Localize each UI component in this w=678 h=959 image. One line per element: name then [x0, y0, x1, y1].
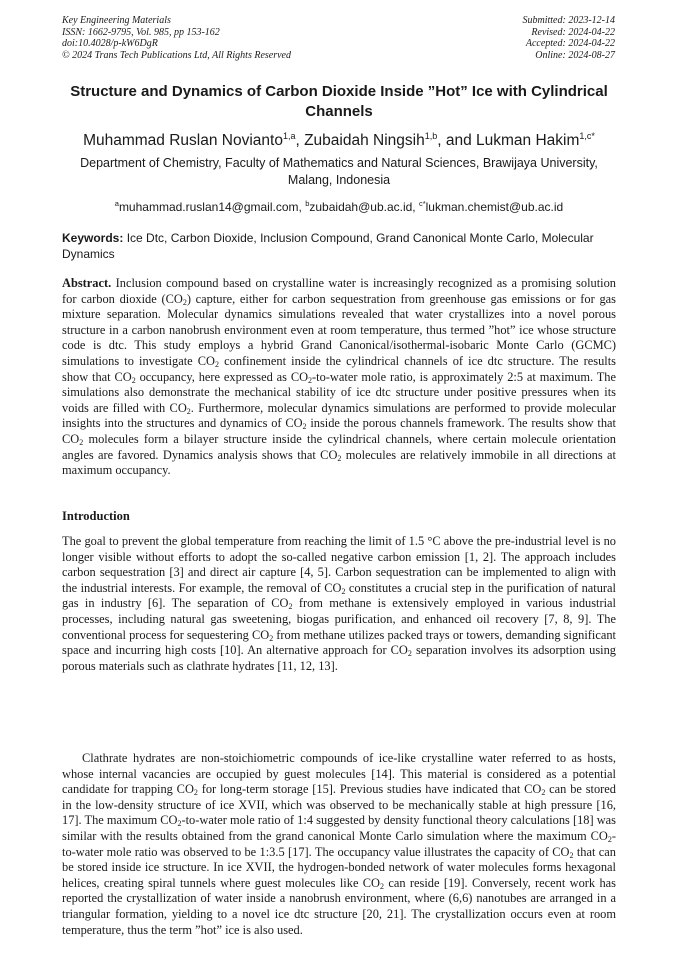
paper-title: Structure and Dynamics of Carbon Dioxide Inside ”Hot” Ice with Cylindrical Channels: [70, 83, 608, 120]
abstract-text: occupancy, here expressed as CO: [135, 369, 309, 384]
subscript: 2: [607, 834, 612, 844]
paragraph-text: separation involves its adsorption using porous materials such as clathrate hydrates [11, 12, 13].: [62, 643, 616, 673]
subscript: 2: [341, 586, 346, 596]
abstract-text: molecules are relatively immobile in all directions at maximum occupancy.: [62, 447, 616, 478]
author-2: Zubaidah Ningsih: [304, 132, 425, 150]
accepted-date: Accepted: 2024-04-22: [525, 38, 615, 49]
submitted-date: Submitted: 2023-12-14: [522, 15, 615, 26]
paragraph-text: can be stored in the low-density structure of ice XVII, which was observed to be mechanically stable at high pressure [16, 17]. The maximum CO: [62, 782, 617, 828]
subscript: 2: [186, 406, 191, 416]
intro-paragraph-2: [62, 751, 616, 938]
subscript: 2: [288, 602, 293, 612]
subscript: 2: [215, 359, 220, 369]
email-2-marker: b: [305, 199, 310, 208]
email-3-marker: c*: [418, 199, 426, 208]
abstract-label: Abstract.: [62, 276, 112, 290]
subscript: 2: [302, 422, 307, 432]
subscript: 2: [407, 649, 412, 659]
issn: ISSN: 1662-9795, Vol. 985, pp 153-162: [62, 26, 220, 38]
email-3[interactable]: lukman.chemist@ub.ac.id: [425, 200, 564, 214]
affiliation: Department of Chemistry, Faculty of Mathematics and Natural Sciences, Brawijaya University, Malang, Indonesia: [80, 156, 598, 187]
paragraph-text: -to-water mole ratio was observed to be 1:3.5 [17]. The occupancy value illustrates the capacity of CO: [62, 828, 616, 859]
subscript: 2: [177, 819, 182, 829]
online-date: Online: 2024-08-27: [535, 49, 615, 61]
author-3-affil: 1,c*: [579, 131, 595, 141]
section-heading: Introduction: [62, 509, 130, 523]
subscript: 2: [131, 375, 136, 385]
subscript: 2: [380, 881, 385, 891]
subscript: 2: [182, 297, 187, 307]
abstract-text: Inclusion compound based on crystalline water is increasingly recognized as a promising solution for carbon dioxide (CO: [62, 276, 616, 306]
abstract-text: inside the porous channels framework. The results show that CO: [62, 416, 616, 446]
copyright: © 2024 Trans Tech Publications Ltd, All Rights Reserved: [62, 49, 291, 61]
paragraph-text: from methane utilizes packed trays or towers, demanding significant space and incurring high costs [10]. An alternative approach for CO: [62, 627, 616, 658]
author-1: Muhammad Ruslan Novianto: [83, 132, 283, 150]
keywords: [62, 230, 616, 262]
email-list: $^a$muhammad.ruslan14@gmail.com, $^b$zubaidah@ub.ac.id, $^{c*}$lukman.chemist@ub.ac.id: [114, 199, 564, 214]
subscript: 2: [337, 453, 342, 463]
keywords-label: Keywords:: [62, 231, 124, 245]
subscript: 2: [79, 437, 84, 447]
subscript: 2: [193, 788, 198, 798]
paragraph-text: can reside [19]. Conversely, recent work has reported the crystallization of water inside a nanobrush environment, where (6,6) nanotubes are arranged in a triangular formation, yielding to a novel ice dtc structure [20, 21]. The crystallization occurs even at room temperature, thus the term ”hot” ice is also used.: [62, 875, 616, 937]
author-list: Muhammad Ruslan Novianto$^{1,a}$, Zubaidah Ningsih$^{1,b}$, and Lukman Hakim$^{1,c*}$: [83, 131, 595, 150]
paragraph-text: from methane is extensively employed in various industrial processes, including natural gas sweetening, biogas purification, and enhanced oil recovery [7, 8, 9]. The conventional process for sequestering CO: [62, 596, 616, 642]
subscript: 2: [269, 633, 274, 643]
dates-info: [523, 15, 616, 61]
email-2[interactable]: zubaidah@ub.ac.id: [309, 200, 413, 214]
author-separator: , and: [437, 132, 477, 150]
paragraph-text: that can be stored inside ice structure. In ice XVII, the hydrogen-bonded network of water molecules forms hexagonal helices, creating spiral tunnels where guest molecules like CO: [62, 844, 616, 890]
author-2-affil: 1,b: [424, 131, 438, 141]
paragraph-text: for long-term storage [15]. Previous studies have indicated that CO: [197, 782, 542, 797]
abstract-text: confinement inside the cylindrical channels of ice dtc structure. The results show that CO: [62, 353, 616, 384]
journal-name: Key Engineering Materials: [62, 15, 171, 26]
abstract: [62, 276, 616, 479]
abstract-text: -to-water mole ratio, is approximately 2:5 at maximum. The simulations also demonstrate the mechanical stability of ice dtc structure under positive pressures when its voids are filled with CO: [62, 369, 616, 415]
abstract-text: molecules form a bilayer structure inside the cylindrical channels, where certain molecule orientation angles are favored. Dynamics analysis shows that CO: [62, 431, 616, 462]
intro-paragraph-1: [62, 534, 616, 674]
keywords-text: Ice Dtc, Carbon Dioxide, Inclusion Compound, Grand Canonical Monte Carlo, Molecular Dynamics: [62, 231, 594, 261]
doi: doi:10.4028/p-kW6DgR: [62, 38, 158, 49]
paragraph-text: Clathrate hydrates are non-stoichiometric compounds of ice-like crystalline water referred to as hosts, whose internal vacancies are occupied by guest molecules [14]. This material is considered as a potential candidate for trapping CO: [62, 751, 616, 797]
email-1-marker: a: [114, 199, 119, 208]
subscript: 2: [541, 788, 546, 798]
abstract-text: ) capture, either for carbon sequestration from greenhouse gas emissions or for gas mixture separation. Molecular dynamics simulations revealed that water crystallizes into a novel porous structure in a carbon nanobrush environment even at room temperature, thus termed ”hot” ice whose structure code is dtc. This study employs a hybrid Grand Canonical/isothermal-isobaric Monte Carlo (GCMC) simulations to investigate CO: [62, 291, 616, 368]
paragraph-text: The goal to prevent the global temperature from reaching the limit of 1.5 °C above the pre-industrial level is no longer visible without efforts to adopt the so-called negative carbon emission [1, 2]. The approach includes carbon sequestration [3] and direct air capture [4, 5]. Carbon sequestration can be implemented to align with the industrial interests. For example, the removal of CO: [62, 534, 616, 595]
paragraph-text: -to-water mole ratio of 1:4 suggested by density functional theory calculations [18] was similar with the results obtained from the grand canonical Monte Carlo simulation where the maximum CO: [62, 813, 617, 843]
revised-date: Revised: 2024-04-22: [531, 26, 615, 38]
email-1[interactable]: muhammad.ruslan14@gmail.com: [118, 200, 299, 214]
subscript: 2: [308, 375, 313, 385]
subscript: 2: [569, 850, 574, 860]
author-3: Lukman Hakim: [476, 132, 580, 150]
author-1-affil: 1,a: [282, 131, 296, 141]
abstract-text: . Furthermore, molecular dynamics simulations are performed to provide molecular insights into the structures and dynamics of CO: [62, 400, 616, 431]
journal-info: [62, 15, 291, 61]
paragraph-text: constitutes a crucial step in the purification of natural gas in industry [6]. The separation of CO: [62, 580, 616, 611]
